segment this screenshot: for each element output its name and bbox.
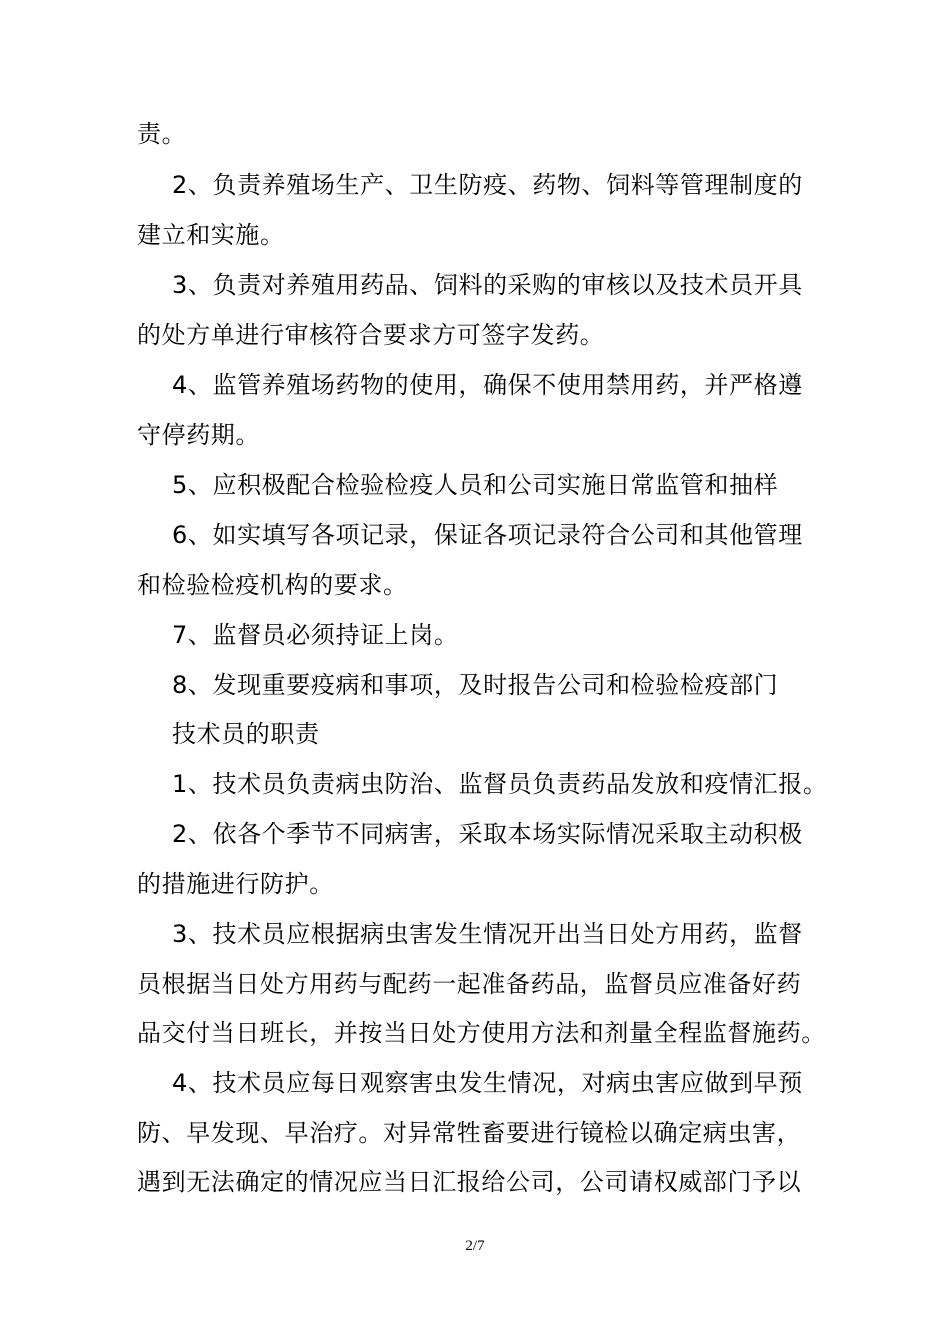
text-line-item-4: 4、监管养殖场药物的使用，确保不使用禁用药，并严格遵 bbox=[172, 371, 803, 399]
text-line-item-3: 3、负责对养殖用药品、饲料的采购的审核以及技术员开具 bbox=[172, 271, 803, 299]
text-line-item-6: 6、如实填写各项记录，保证各项记录符合公司和其他管理 bbox=[172, 521, 803, 549]
text-line: 守停药期。 bbox=[137, 421, 260, 449]
text-line: 和检验检疫机构的要求。 bbox=[137, 571, 408, 599]
text-line: 员根据当日处方用药与配药一起准备药品，监督员应准备好药 bbox=[137, 970, 802, 998]
text-line-item-5: 5、应积极配合检验检疫人员和公司实施日常监管和抽样 bbox=[172, 471, 779, 499]
text-line-item-4: 4、技术员应每日观察害虫发生情况，对病虫害应做到早预 bbox=[172, 1069, 803, 1097]
text-line: 品交付当日班长，并按当日处方使用方法和剂量全程监督施药。 bbox=[137, 1019, 826, 1047]
text-line: 的措施进行防护。 bbox=[137, 870, 334, 898]
text-line-item-2: 2、负责养殖场生产、卫生防疫、药物、饲料等管理制度的 bbox=[172, 171, 803, 199]
text-line-item-3: 3、技术员应根据病虫害发生情况开出当日处方用药，监督 bbox=[172, 920, 803, 948]
text-line: 的处方单进行审核符合要求方可签字发药。 bbox=[137, 321, 605, 349]
section-heading: 技术员的职责 bbox=[172, 720, 320, 748]
text-line-item-2: 2、依各个季节不同病害，采取本场实际情况采取主动积极 bbox=[172, 820, 803, 848]
page-number: 2/7 bbox=[465, 1238, 485, 1254]
text-line-item-8: 8、发现重要疫病和事项，及时报告公司和检验检疫部门 bbox=[172, 671, 779, 699]
text-line: 防、早发现、早治疗。对异常牲畜要进行镜检以确定病虫害， bbox=[137, 1119, 802, 1147]
text-line-item-7: 7、监督员必须持证上岗。 bbox=[172, 621, 459, 649]
text-line-item-1: 1、技术员负责病虫防治、监督员负责药品发放和疫情汇报。 bbox=[172, 770, 828, 798]
text-line-continuation: 责。 bbox=[137, 120, 187, 148]
text-line: 建立和实施。 bbox=[137, 221, 285, 249]
text-line: 遇到无法确定的情况应当日汇报给公司，公司请权威部门予以 bbox=[137, 1168, 802, 1196]
